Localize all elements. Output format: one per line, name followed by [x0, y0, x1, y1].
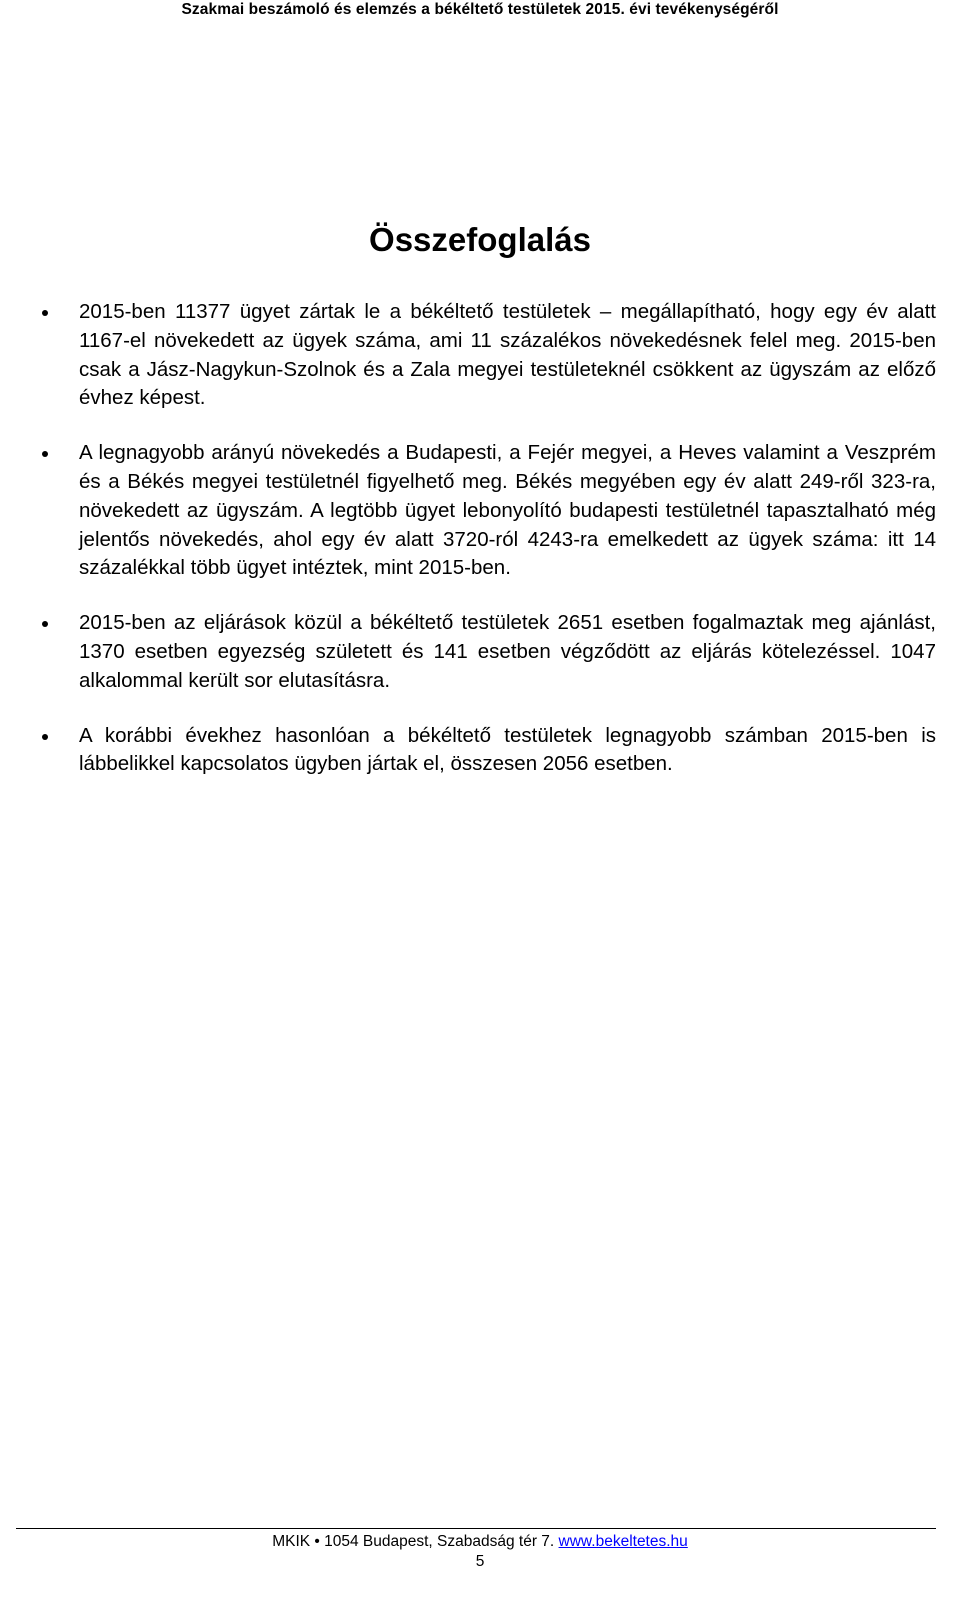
- bullet-item: [0, 439, 960, 583]
- bullet-item: [0, 722, 960, 780]
- bullet-item: [0, 298, 960, 413]
- running-header: Szakmai beszámoló és elemzés a békéltető testületek 2015. évi tevékenységéről: [181, 1, 779, 18]
- bullet-text: 2015-ben az eljárások közül a békéltető testületek 2651 esetben fogalmaztak meg ajánlást, 1370 esetben egyezség született és 141 esetben végződött az eljárás kötelezéssel. 1047 alkalommal került sor elutasításra.: [79, 611, 936, 692]
- summary-bullet-list: [0, 298, 960, 805]
- bullet-text: A legnagyobb arányú növekedés a Budapesti, a Fejér megyei, a Heves valamint a Veszprém és a Békés megyei testületnél figyelhető meg. Békés megyében egy év alatt 249-ről 323-ra, növekedett az ügyszám. A legtöbb ügyet lebonyolító budapesti testületnél tapasztalható még jelentős növekedés, ahol egy év alatt 3720-ról 4243-ra emelkedett az ügyek száma: itt 14 százalékkal több ügyet intéztek, mint 2015-ben.: [79, 441, 936, 580]
- bullet-point-icon: [42, 734, 48, 740]
- footer-website-link[interactable]: www.bekeltetes.hu: [558, 1533, 688, 1550]
- footer-divider: [16, 1528, 936, 1529]
- bullet-point-icon: [42, 310, 48, 316]
- page-number: 5: [475, 1553, 485, 1570]
- bullet-text: A korábbi évekhez hasonlóan a békéltető testületek legnagyobb számban 2015-ben is lábbelikkel kapcsolatos ügyben jártak el, összesen 2056 esetben.: [79, 723, 936, 776]
- bullet-text: 2015-ben 11377 ügyet zártak le a békéltető testületek – megállapítható, hogy egy év alatt 1167-el növekedett az ügyek száma, ami 11 százalékos növekedésnek felel meg. 2015-ben csak a Jász-Nagykun-Szolnok és a Zala megyei testületeknél csökkent az ügyszám az előző évhez képest.: [79, 300, 936, 410]
- bullet-point-icon: [42, 621, 48, 627]
- bullet-point-icon: [42, 451, 48, 457]
- footer: [0, 1532, 960, 1552]
- bullet-item: [0, 609, 960, 695]
- footer-address: MKIK • 1054 Budapest, Szabadság tér 7.: [272, 1533, 555, 1550]
- page-title: Összefoglalás: [369, 221, 591, 258]
